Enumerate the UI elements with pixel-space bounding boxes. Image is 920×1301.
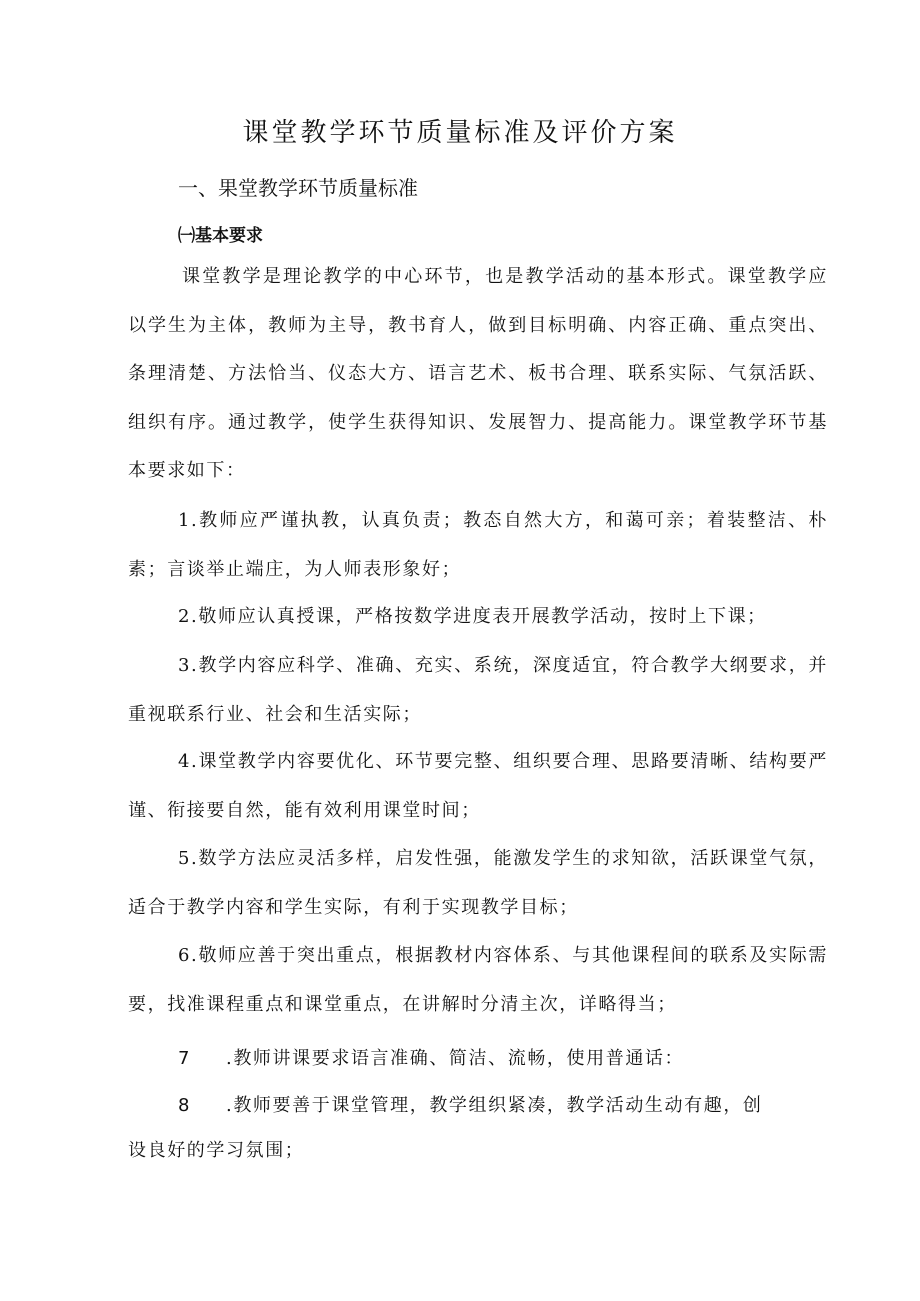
list-item-6: 6.敬师应善于突出重点，根据教材内容体系、与其他课程间的联系及实际需要，找准课程重点和课堂重点，在讲解时分清主次，详略得当； xyxy=(128,945,828,1015)
document-title: 课堂教学环节质量标准及评价方案 xyxy=(242,118,678,148)
list-item-5: 5.数学方法应灵活多样，启发性强，能激发学生的求知欲，活跃课堂气氛，适合于教学内容和学生实际，有利于实现教学目标； xyxy=(128,848,828,918)
section-heading: 一、果堂教学环节质量标准 xyxy=(178,176,418,200)
list-item-7-number: 7 xyxy=(178,1048,192,1069)
list-item-1: 1.教师应严谨执教，认真负责；教态自然大方，和蔼可亲；着装整洁、朴素；言谈举止端庄，为人师表形象好； xyxy=(128,510,828,580)
list-item-7-text: .教师讲课要求语言准确、简洁、流畅，使用普通话： xyxy=(226,1048,685,1069)
list-item-2: 2.敬师应认真授课，严格按数学进度表开展教学活动，按时上下课； xyxy=(178,606,767,627)
list-item-8 xyxy=(178,1091,763,1121)
list-item-7 xyxy=(178,1044,684,1074)
list-item-8-continuation: 设良好的学习氛围； xyxy=(128,1140,305,1161)
list-item-8-number: 8 xyxy=(178,1095,192,1116)
list-item-3: 3.教学内容应科学、准确、充实、系统，深度适宜，符合教学大纲要求，并重视联系行业、社会和生活实际； xyxy=(128,655,828,725)
list-item-8-text: .教师要善于课堂管理，教学组织紧凑，教学活动生动有趣，创 xyxy=(226,1095,763,1116)
list-item-4: 4.课堂教学内容要优化、环节要完整、组织要合理、思路要清晰、结构要严谨、衔接要自然，能有效利用课堂时间； xyxy=(128,751,828,821)
subsection-heading: ㈠基本要求 xyxy=(178,226,263,246)
intro-paragraph: 课堂教学是理论教学的中心环节，也是教学活动的基本形式。课堂教学应以学生为主体，教师为主导，教书育人，做到目标明确、内容正确、重点突出、条理清楚、方法恰当、仪态大方、语言艺术、板书合理、联系实际、气氛活跃、组织有序。通过教学，使学生获得知识、发展智力、提高能力。课堂教学环节基本要求如下： xyxy=(128,266,828,481)
